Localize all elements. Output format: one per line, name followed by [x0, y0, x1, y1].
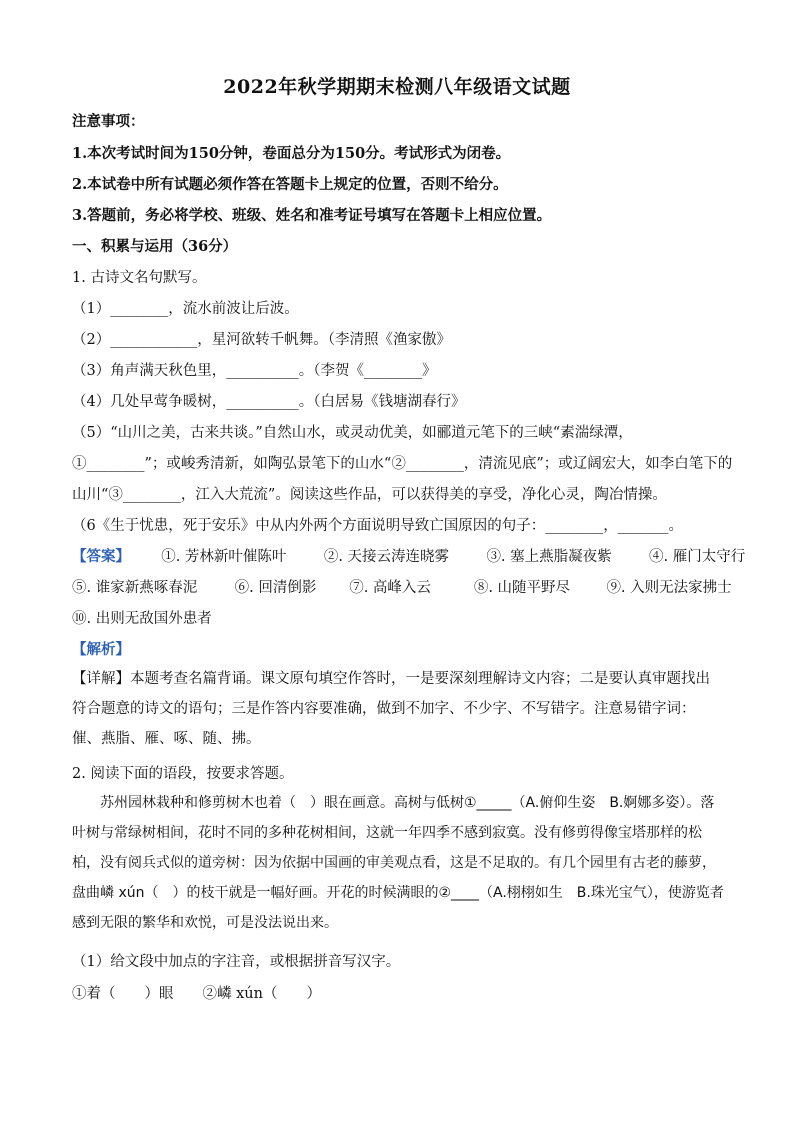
answer-item: ⑧. 山随平野尽	[473, 580, 571, 596]
answer-item: ④. 雁门太守行	[649, 549, 746, 565]
analysis-label: 【解析】	[72, 641, 130, 658]
question-2-stem: 2. 阅读下面的语段，按要求答题。	[72, 766, 294, 782]
question-2-sub-1-items: ①着（ ）眼 ②嶙 xún（ ）	[72, 986, 321, 1002]
answer-item: ⑩. 出则无敌国外患者	[72, 611, 212, 627]
answer-row-2	[72, 576, 732, 597]
reading-passage: 苏州园林栽种和修剪树木也着（ ）眼在画意。高树与低树①_____（A.俯仰生姿 B.婀娜多姿）。落叶树与常绿树相间，花时不同的多种花树相间，这就一年四季不感到寂寞。没有修剪得像宝塔那样的松柏，没有阅兵式似的道旁树：因为依据中国画的审美观点看，这是不足取的。有几个园里有古老的藤萝，盘曲嶙 xún（ ）的枝干就是一幅好画。开花的时候满眼的②____（A.栩栩如生 B.珠光宝气），使游览者感到无限的繁华和欢悦，可是没法说出来。	[72, 795, 724, 931]
answer-item: ①. 芳林新叶催陈叶	[161, 549, 287, 565]
answer-item: ⑤. 谁家新燕啄春泥	[72, 580, 198, 596]
answer-item: ③. 塞上燕脂凝夜紫	[486, 549, 612, 565]
answer-item: ⑥. 回清倒影	[234, 580, 317, 596]
question-1-line-6: ①________”；或峻秀清新，如陶弘景笔下的山水“②________，清流见底”；或辽阔宏大，如李白笔下的	[72, 456, 733, 472]
question-1-line-2: （2）____________，星河欲转千帆舞。（李清照《渔家傲》	[72, 332, 451, 348]
section-heading: 一、积累与运用（36分）	[72, 238, 238, 255]
question-2-sub-1: （1）给文段中加点的字注音，或根据拼音写汉字。	[72, 954, 401, 970]
answer-label: 【答案】	[72, 548, 130, 565]
question-1-line-1: （1）________，流水前波让后波。	[72, 301, 299, 317]
question-1-line-7: 山川“③________，江入大荒流”。阅读这些作品，可以获得美的享受，净化心灵，陶冶情操。	[72, 487, 667, 503]
question-1-stem: 1. 古诗文名句默写。	[72, 270, 207, 286]
notice-heading: 注意事项：	[72, 113, 145, 130]
answer-row-3	[72, 607, 732, 628]
notice-item-2: 2.本试卷中所有试题必须作答在答题卡上规定的位置，否则不给分。	[72, 176, 508, 193]
question-1-line-5: （5）“山川之美，古来共谈。”自然山水，或灵动优美，如郦道元笔下的三峡“素湍绿潭，	[72, 425, 633, 441]
answer-item: ⑨. 入则无法家拂士	[606, 580, 732, 596]
question-1-line-3: （3）角声满天秋色里，__________。（李贺《________》	[72, 363, 437, 379]
answer-item: ②. 天接云涛连晓雾	[323, 549, 450, 565]
question-1-line-8: （6《生于忧患，死于安乐》中从内外两个方面说明导致亡国原因的句子：________，_______。	[72, 518, 683, 534]
answer-item: ⑦. 高峰入云	[349, 580, 431, 596]
page-title: 2022年秋学期期末检测八年级语文试题	[223, 76, 571, 98]
analysis-detail: 【详解】本题考查名篇背诵。课文原句填空作答时，一是要深刻理解诗文内容；二是要认真审题找出符合题意的诗文的语句；三是作答内容要准确，做到不加字、不少字、不写错字。注意易错字词：催、燕脂、雁、啄、随、拂。	[72, 671, 710, 747]
answer-row-1	[72, 545, 746, 566]
question-1-line-4: （4）几处早莺争暖树，__________。（白居易《钱塘湖春行》	[72, 394, 466, 410]
notice-item-3: 3.答题前，务必将学校、班级、姓名和准考证号填写在答题卡上相应位置。	[72, 207, 552, 224]
notice-item-1: 1.本次考试时间为150分钟，卷面总分为150分。考试形式为闭卷。	[72, 145, 511, 162]
